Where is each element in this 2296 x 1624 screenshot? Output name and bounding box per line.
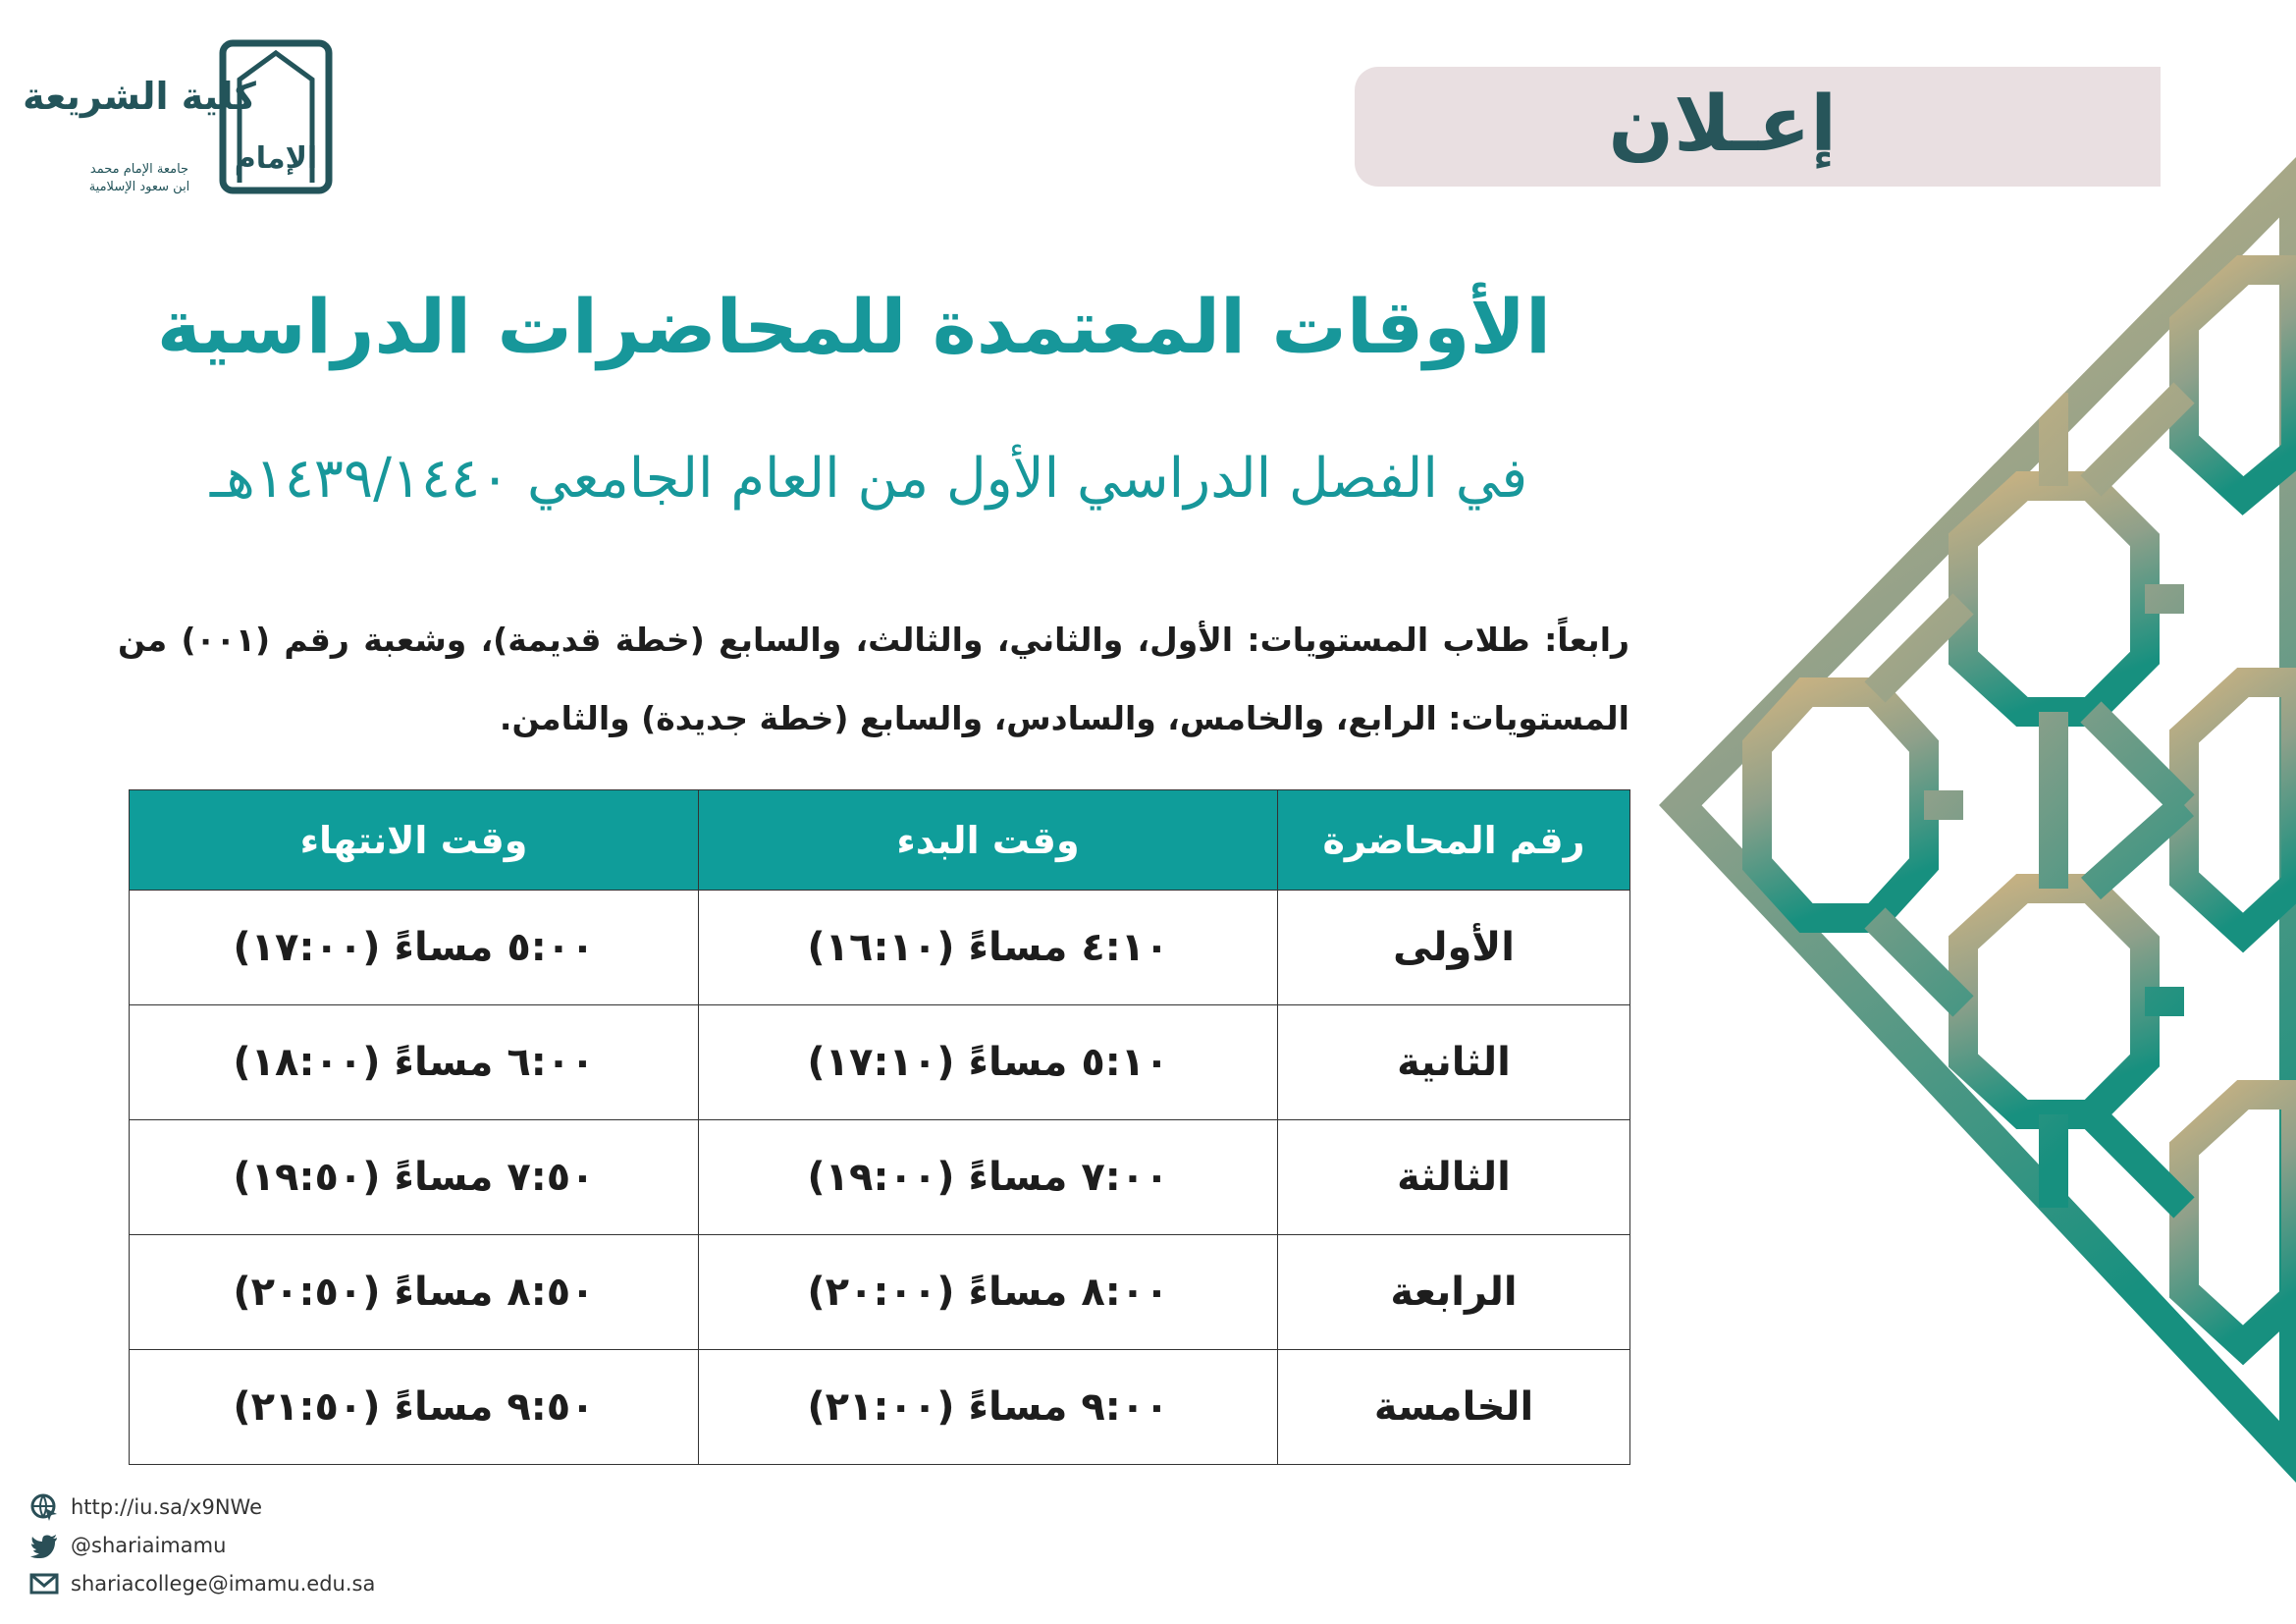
end-time-cell: ٦:٠٠ مساءً (١٨:٠٠) — [130, 1005, 699, 1120]
page-title: الأوقات المعتمدة للمحاضرات الدراسية — [156, 283, 1552, 370]
lecture-number-cell: الثالثة — [1278, 1120, 1630, 1235]
university-logos — [23, 35, 346, 202]
table-row — [130, 1120, 1630, 1235]
lecture-schedule-table — [129, 789, 1630, 1465]
start-time-cell: ٩:٠٠ مساءً (٢١:٠٠) — [699, 1350, 1278, 1465]
table-row — [130, 1235, 1630, 1350]
cursor-globe-icon — [29, 1492, 59, 1522]
lecture-number-cell: الأولى — [1278, 891, 1630, 1005]
eligibility-paragraph: رابعاً: طلاب المستويات: الأول، والثاني، والثالث، والسابع (خطة قديمة)، وشعبة رقم (٠٠١) من المستويات: الرابع، والخامس، والسادس، والسابع (خطة جديدة) والثامن. — [118, 621, 1629, 737]
end-time-cell: ٧:٥٠ مساءً (١٩:٥٠) — [130, 1120, 699, 1235]
announcement-label: إعـلان — [1608, 81, 1837, 169]
table-row — [130, 891, 1630, 1005]
page-subtitle: في الفصل الدراسي الأول من العام الجامعي ١٤٣٩/١٤٤٠هـ — [209, 447, 1528, 511]
college-name: كلية الشريعة — [23, 75, 256, 118]
twitter-bird-icon — [29, 1531, 59, 1560]
end-time-cell: ٥:٠٠ مساءً (١٧:٠٠) — [130, 891, 699, 1005]
lecture-number-cell: الثانية — [1278, 1005, 1630, 1120]
envelope-icon — [29, 1569, 59, 1598]
header-lecture-number: رقم المحاضرة — [1278, 790, 1630, 891]
lecture-number-cell: الخامسة — [1278, 1350, 1630, 1465]
table-row — [130, 1005, 1630, 1120]
start-time-cell: ٧:٠٠ مساءً (١٩:٠٠) — [699, 1120, 1278, 1235]
table-header-row — [130, 790, 1630, 891]
university-name-line2: ابن سعود الإسلامية — [88, 180, 190, 194]
footer-email[interactable]: shariacollege@imamu.edu.sa — [71, 1572, 376, 1596]
table-row — [130, 1350, 1630, 1465]
announcement-banner — [1355, 67, 2161, 187]
start-time-cell: ٤:١٠ مساءً (١٦:١٠) — [699, 891, 1278, 1005]
header-end-time: وقت الانتهاء — [130, 790, 699, 891]
footer-twitter[interactable]: @shariaimamu — [71, 1534, 227, 1557]
end-time-cell: ٩:٥٠ مساءً (٢١:٥٠) — [130, 1350, 699, 1465]
start-time-cell: ٨:٠٠ مساءً (٢٠:٠٠) — [699, 1235, 1278, 1350]
university-mark: الإمام — [234, 141, 318, 176]
footer-twitter-row[interactable] — [29, 1527, 375, 1564]
university-name-line1: جامعة الإمام محمد — [89, 162, 189, 177]
geometric-pattern — [1649, 157, 2296, 1483]
lecture-number-cell: الرابعة — [1278, 1235, 1630, 1350]
header-start-time: وقت البدء — [699, 790, 1278, 891]
start-time-cell: ٥:١٠ مساءً (١٧:١٠) — [699, 1005, 1278, 1120]
footer-url-row[interactable] — [29, 1489, 375, 1526]
contact-footer — [29, 1489, 375, 1603]
footer-email-row[interactable] — [29, 1565, 375, 1602]
end-time-cell: ٨:٥٠ مساءً (٢٠:٥٠) — [130, 1235, 699, 1350]
footer-url[interactable]: http://iu.sa/x9NWe — [71, 1495, 262, 1519]
